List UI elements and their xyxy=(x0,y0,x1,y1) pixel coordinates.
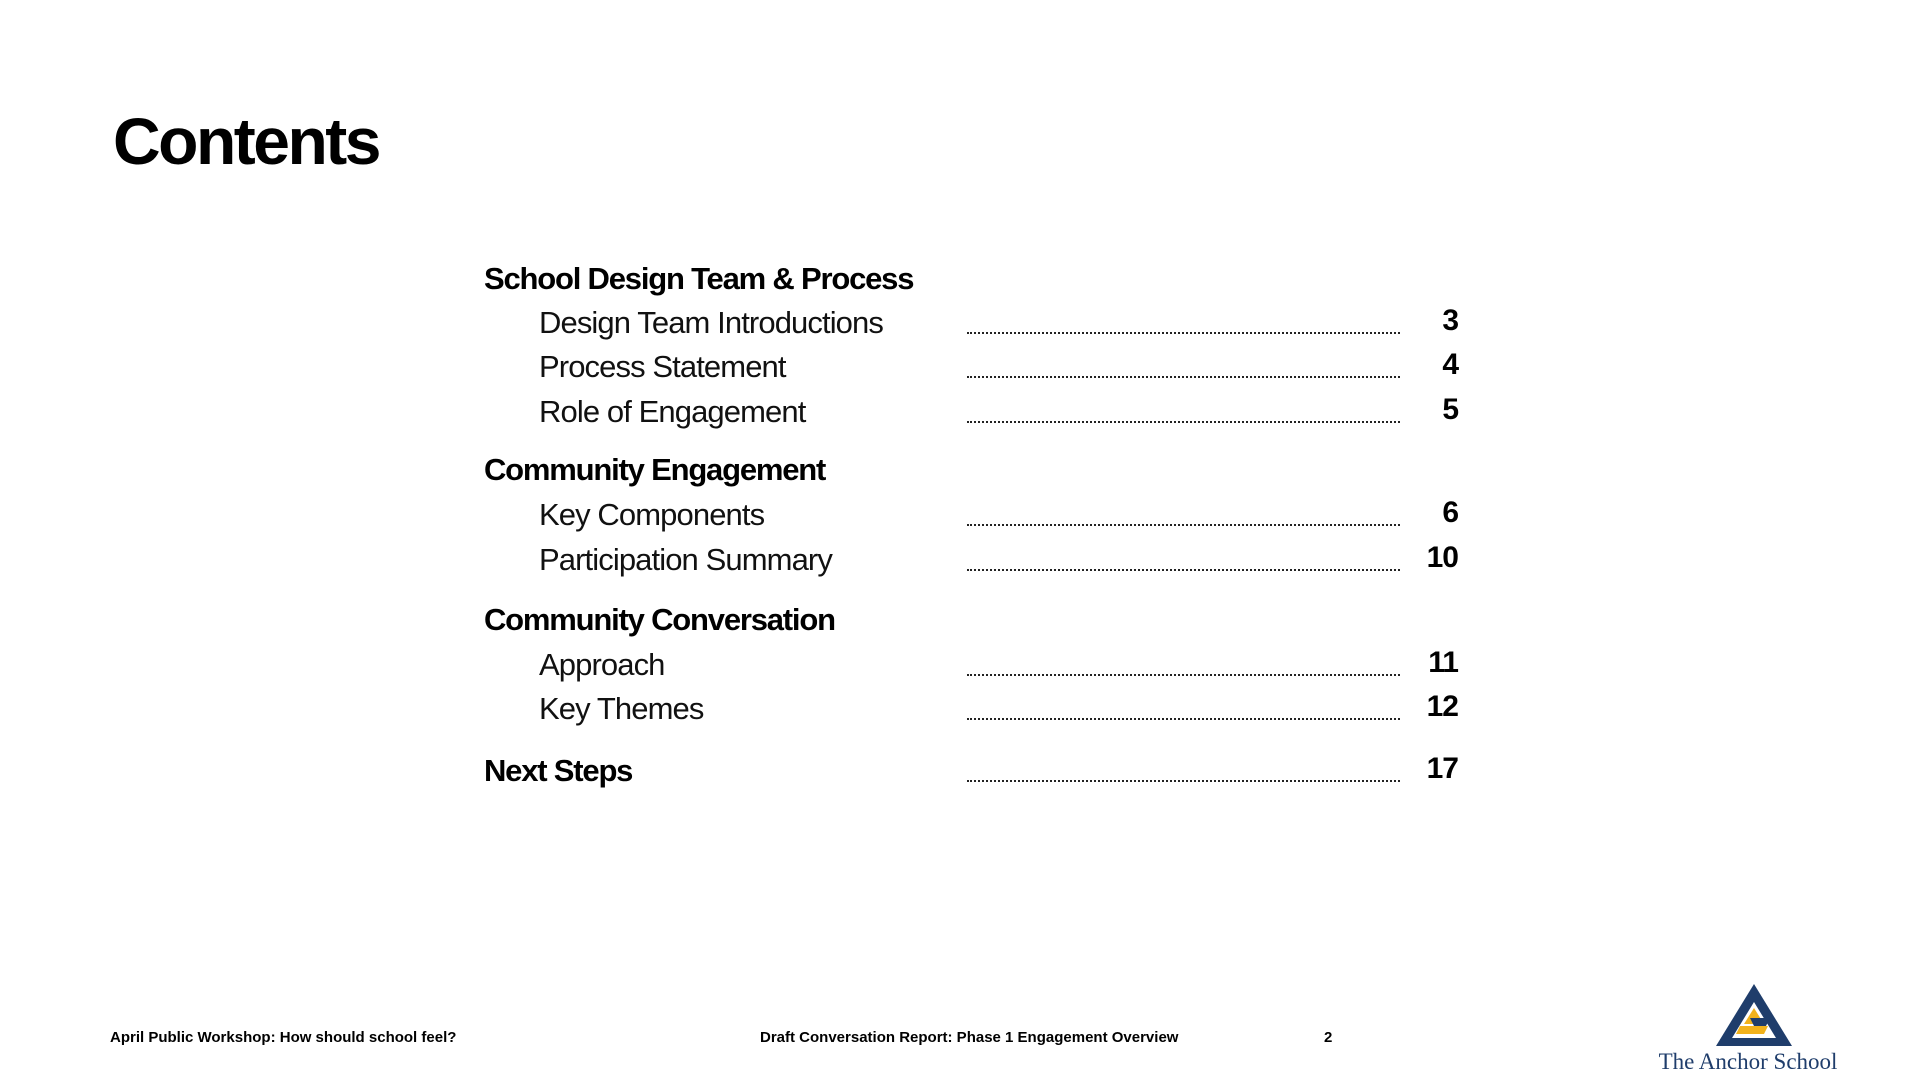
toc-page-number: 11 xyxy=(1428,646,1458,679)
toc-page-number: 6 xyxy=(1442,496,1458,529)
toc-item[interactable] xyxy=(484,640,1458,686)
toc-item[interactable] xyxy=(484,535,1458,581)
toc-page-number: 4 xyxy=(1442,348,1458,381)
toc-item-label: Key Components xyxy=(539,497,765,532)
toc-page-number: 17 xyxy=(1426,752,1458,785)
toc-page-number: 5 xyxy=(1442,393,1458,426)
toc-item[interactable] xyxy=(484,490,1458,536)
toc-leader-dots xyxy=(967,674,1400,676)
toc-leader-dots xyxy=(967,421,1400,423)
toc-item-label: Role of Engagement xyxy=(539,394,806,429)
toc-item[interactable] xyxy=(484,342,1458,388)
anchor-school-triangle-icon xyxy=(1714,982,1794,1050)
toc-leader-dots xyxy=(967,376,1400,378)
toc-heading-label: Community Engagement xyxy=(484,452,826,487)
toc-leader-dots xyxy=(967,524,1400,526)
toc-section-heading[interactable] xyxy=(484,746,1458,792)
footer-report-title: Draft Conversation Report: Phase 1 Engagement Overview xyxy=(760,1029,1179,1046)
toc-item-label: Participation Summary xyxy=(539,542,832,577)
toc-section-heading[interactable] xyxy=(484,445,1444,491)
toc-heading-label: Community Conversation xyxy=(484,602,835,637)
toc-item-label: Design Team Introductions xyxy=(539,305,883,340)
toc-heading-label: Next Steps xyxy=(484,753,633,788)
page-title: Contents xyxy=(113,104,379,178)
footer-page-number: 2 xyxy=(1324,1029,1333,1046)
toc-item-label: Approach xyxy=(539,647,665,682)
anchor-school-logo xyxy=(1658,982,1838,1078)
toc-page-number: 10 xyxy=(1426,541,1458,574)
toc-leader-dots xyxy=(967,332,1400,334)
toc-item[interactable] xyxy=(484,684,1458,730)
toc-item-label: Key Themes xyxy=(539,691,704,726)
toc-page-number: 12 xyxy=(1426,690,1458,723)
toc-leader-dots xyxy=(967,569,1400,571)
logo-text: The Anchor School xyxy=(1658,1049,1838,1074)
toc-heading-label: School Design Team & Process xyxy=(484,261,914,296)
toc-item-label: Process Statement xyxy=(539,349,786,384)
toc-page-number: 3 xyxy=(1442,304,1458,337)
footer-workshop-title: April Public Workshop: How should school feel? xyxy=(110,1029,457,1046)
toc-section-heading[interactable] xyxy=(484,254,1444,300)
toc-item[interactable] xyxy=(484,387,1458,433)
toc-leader-dots xyxy=(967,780,1400,782)
toc-section-heading[interactable] xyxy=(484,595,1444,641)
toc-item[interactable] xyxy=(484,298,1458,344)
toc-leader-dots xyxy=(967,718,1400,720)
